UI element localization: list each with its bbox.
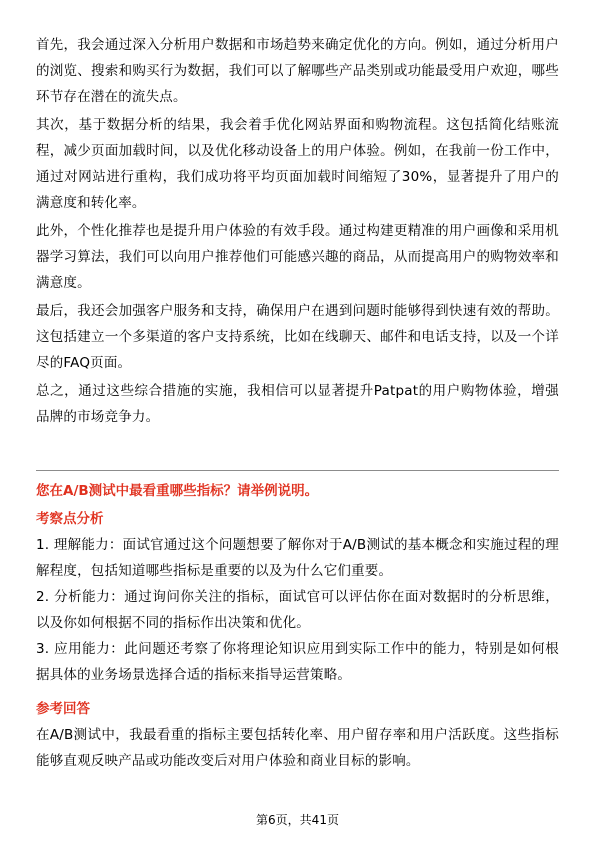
section-divider [36,470,559,471]
analysis-item-1: 1. 理解能力：面试官通过这个问题想要了解你对于A/B测试的基本概念和实施过程的理解程度，包括知道哪些指标是重要的以及为什么它们重要。 [36,537,559,579]
question-heading: 您在A/B测试中最看重哪些指标？请举例说明。 [36,483,319,499]
paragraph-3: 此外，个性化推荐也是提升用户体验的有效手段。通过构建更精准的用户画像和采用机器学习算法，我们可以向用户推荐他们可能感兴趣的商品，从而提高用户的购物效率和满意度。 [36,223,559,291]
page-number: 第6页，共41页 [256,813,339,827]
analysis-title: 考察点分析 [36,511,104,527]
question-block [36,478,559,774]
analysis-item-3: 3. 应用能力：此问题还考察了你将理论知识应用到实际工作中的能力，特别是如何根据具体的业务场景选择合适的指标来指导运营策略。 [36,641,559,683]
analysis-item-2: 2. 分析能力：通过询问你关注的指标，面试官可以评估你在面对数据时的分析思维，以及你如何根据不同的指标作出决策和优化。 [36,589,559,631]
reference-answer-title: 参考回答 [36,701,90,717]
paragraph-4: 最后，我还会加强客户服务和支持，确保用户在遇到问题时能够得到快速有效的帮助。这包括建立一个多渠道的客户支持系统，比如在线聊天、邮件和电话支持，以及一个详尽的FAQ页面。 [36,303,559,371]
paragraph-2: 其次，基于数据分析的结果，我会着手优化网站界面和购物流程。这包括简化结账流程，减少页面加载时间，以及优化移动设备上的用户体验。例如，在我前一份工作中，通过对网站进行重构，我们成功将平均页面加载时间缩短了30%，显著提升了用户的满意度和转化率。 [36,117,559,211]
answer-continuation [36,32,559,432]
paragraph-1: 首先，我会通过深入分析用户数据和市场趋势来确定优化的方向。例如，通过分析用户的浏览、搜索和购买行为数据，我们可以了解哪些产品类别或功能最受用户欢迎，哪些环节存在潜在的流失点。 [36,37,559,105]
reference-answer-text: 在A/B测试中，我最看重的指标主要包括转化率、用户留存率和用户活跃度。这些指标能够直观反映产品或功能改变后对用户体验和商业目标的影响。 [36,727,559,769]
paragraph-5: 总之，通过这些综合措施的实施，我相信可以显著提升Patpat的用户购物体验，增强品牌的市场竞争力。 [36,383,559,425]
